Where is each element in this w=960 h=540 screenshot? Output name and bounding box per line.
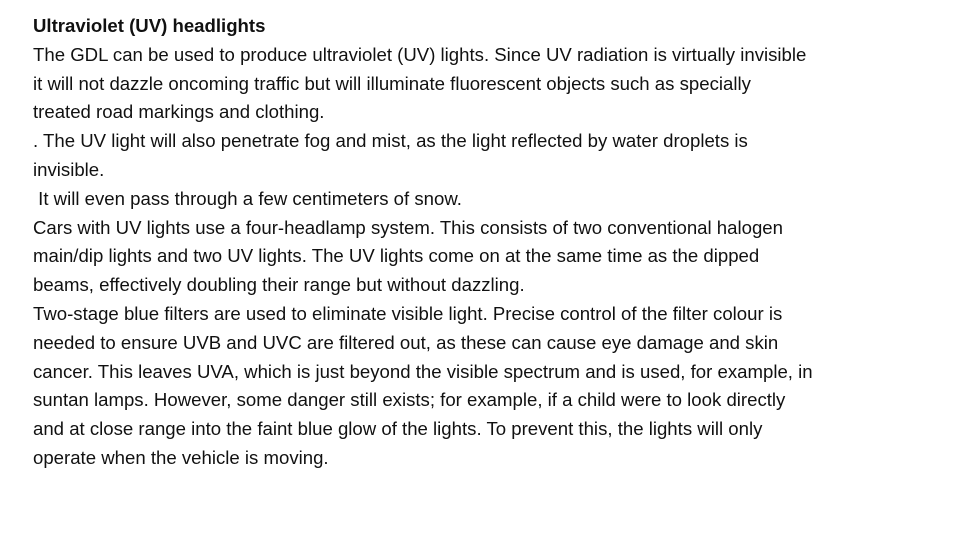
body-line: it will not dazzle oncoming traffic but will illuminate fluorescent objects such as specially — [33, 72, 751, 94]
body-line: . The UV light will also penetrate fog and mist, as the light reflected by water droplets is — [33, 130, 748, 152]
body-line: suntan lamps. However, some danger still exists; for example, if a child were to look directly — [33, 389, 786, 411]
body-line: main/dip lights and two UV lights. The UV lights come on at the same time as the dipped — [33, 245, 760, 267]
body-line: Cars with UV lights use a four-headlamp system. This consists of two conventional halogen — [33, 216, 783, 238]
body-line: beams, effectively doubling their range but without dazzling. — [33, 274, 525, 296]
body-line: The GDL can be used to produce ultraviolet (UV) lights. Since UV radiation is virtually invisible — [33, 43, 807, 65]
slide-title: Ultraviolet (UV) headlights — [33, 15, 266, 36]
body-line: invisible. — [33, 158, 105, 180]
body-line: and at close range into the faint blue glow of the lights. To prevent this, the lights will only — [33, 418, 763, 440]
slide-text-block — [33, 12, 951, 473]
body-line: needed to ensure UVB and UVC are filtered out, as these can cause eye damage and skin — [33, 331, 779, 353]
body-line: operate when the vehicle is moving. — [33, 446, 329, 468]
body-line: cancer. This leaves UVA, which is just beyond the visible spectrum and is used, for example, in — [33, 360, 813, 382]
body-line: treated road markings and clothing. — [33, 101, 325, 123]
body-line: It will even pass through a few centimeters of snow. — [33, 187, 462, 209]
body-line: Two-stage blue filters are used to eliminate visible light. Precise control of the filter colour is — [33, 302, 783, 324]
